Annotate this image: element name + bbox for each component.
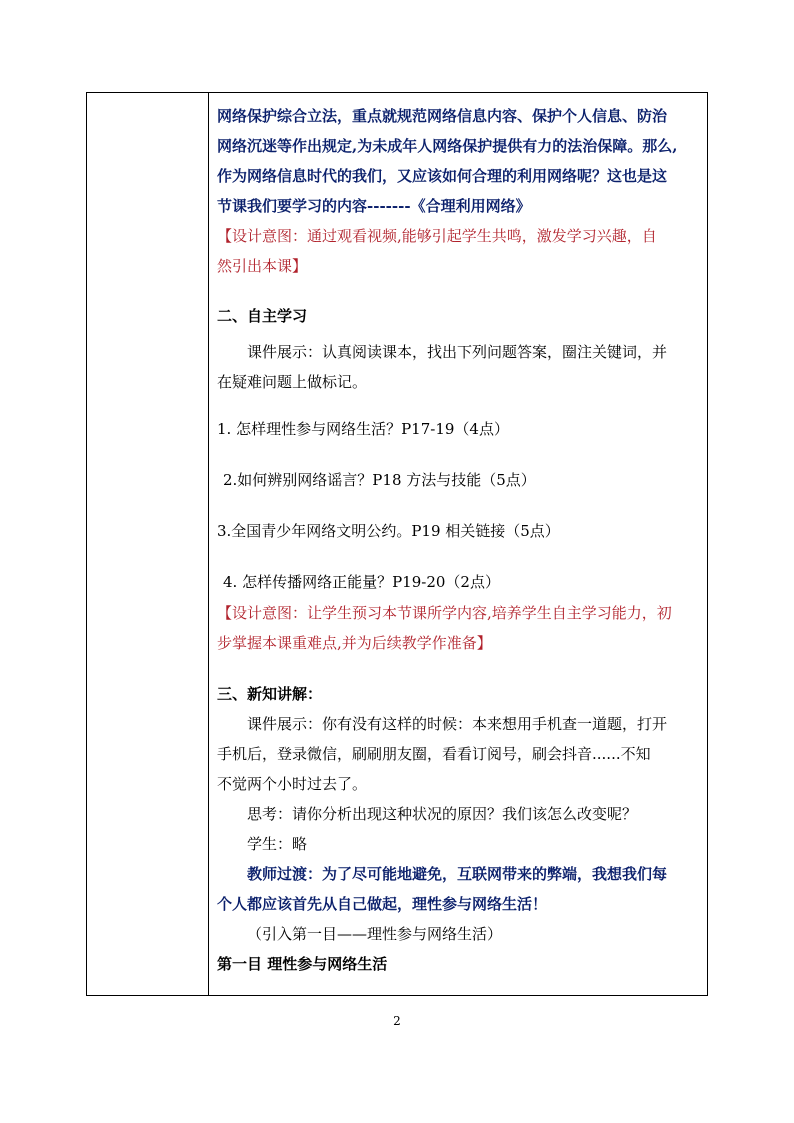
teacher-transition-line: 个人都应该首先从自己做起，理性参与网络生活！ bbox=[217, 895, 548, 913]
courseware-line: 在疑难问题上做标记。 bbox=[217, 373, 368, 391]
question-4: 4. 怎样传播网络正能量？P19-20（2点） bbox=[223, 573, 500, 591]
section-3-title: 三、新知讲解： bbox=[217, 685, 323, 703]
column-divider bbox=[208, 93, 209, 995]
lesson-table bbox=[86, 92, 708, 996]
intro-line: 网络保护综合立法，重点就规范网络信息内容、保护个人信息、防治 bbox=[217, 107, 668, 125]
design-intent-line: 【设计意图：通过观看视频,能够引起学生共鸣，激发学习兴趣，自 bbox=[217, 227, 657, 245]
teacher-transition-line: 教师过渡：为了尽可能地避免，互联网带来的弊端，我想我们每 bbox=[247, 865, 668, 883]
courseware-line: 手机后，登录微信，刷刷朋友圈，看看订阅号，刷会抖音......不知 bbox=[217, 745, 651, 763]
page-number: 2 bbox=[393, 1014, 401, 1028]
student-answer: 学生：略 bbox=[247, 835, 308, 853]
courseware-line: 不觉两个小时过去了。 bbox=[217, 775, 368, 793]
intro-line: 网络沉迷等作出规定,为未成年人网络保护提供有力的法治保障。那么, bbox=[217, 137, 678, 155]
think-prompt: 思考：请你分析出现这种状况的原因？我们该怎么改变呢？ bbox=[247, 805, 638, 823]
design-intent-line: 然引出本课】 bbox=[217, 257, 308, 275]
intro-line: 作为网络信息时代的我们，又应该如何合理的利用网络呢？这也是这 bbox=[217, 167, 668, 185]
design-intent-line: 步掌握本课重难点,并为后续教学作准备】 bbox=[217, 634, 492, 652]
design-intent-line: 【设计意图：让学生预习本节课所学内容,培养学生自主学习能力，初 bbox=[217, 604, 672, 622]
first-item-title: 第一目 理性参与网络生活 bbox=[217, 955, 388, 973]
question-3: 3.全国青少年网络文明公约。P19 相关链接（5点） bbox=[217, 522, 560, 540]
intro-first-item: （引入第一目——理性参与网络生活） bbox=[247, 925, 503, 943]
question-2: 2.如何辨别网络谣言？P18 方法与技能（5点） bbox=[223, 471, 536, 489]
courseware-line: 课件展示：你有没有这样的时候：本来想用手机查一道题，打开 bbox=[247, 715, 668, 733]
intro-line: 节课我们要学习的内容-------《合理利用网络》 bbox=[217, 197, 531, 215]
question-1: 1. 怎样理性参与网络生活？P17-19（4点） bbox=[217, 420, 509, 438]
section-2-title: 二、自主学习 bbox=[217, 307, 308, 325]
courseware-line: 课件展示：认真阅读课本，找出下列问题答案，圈注关键词，并 bbox=[247, 343, 668, 361]
